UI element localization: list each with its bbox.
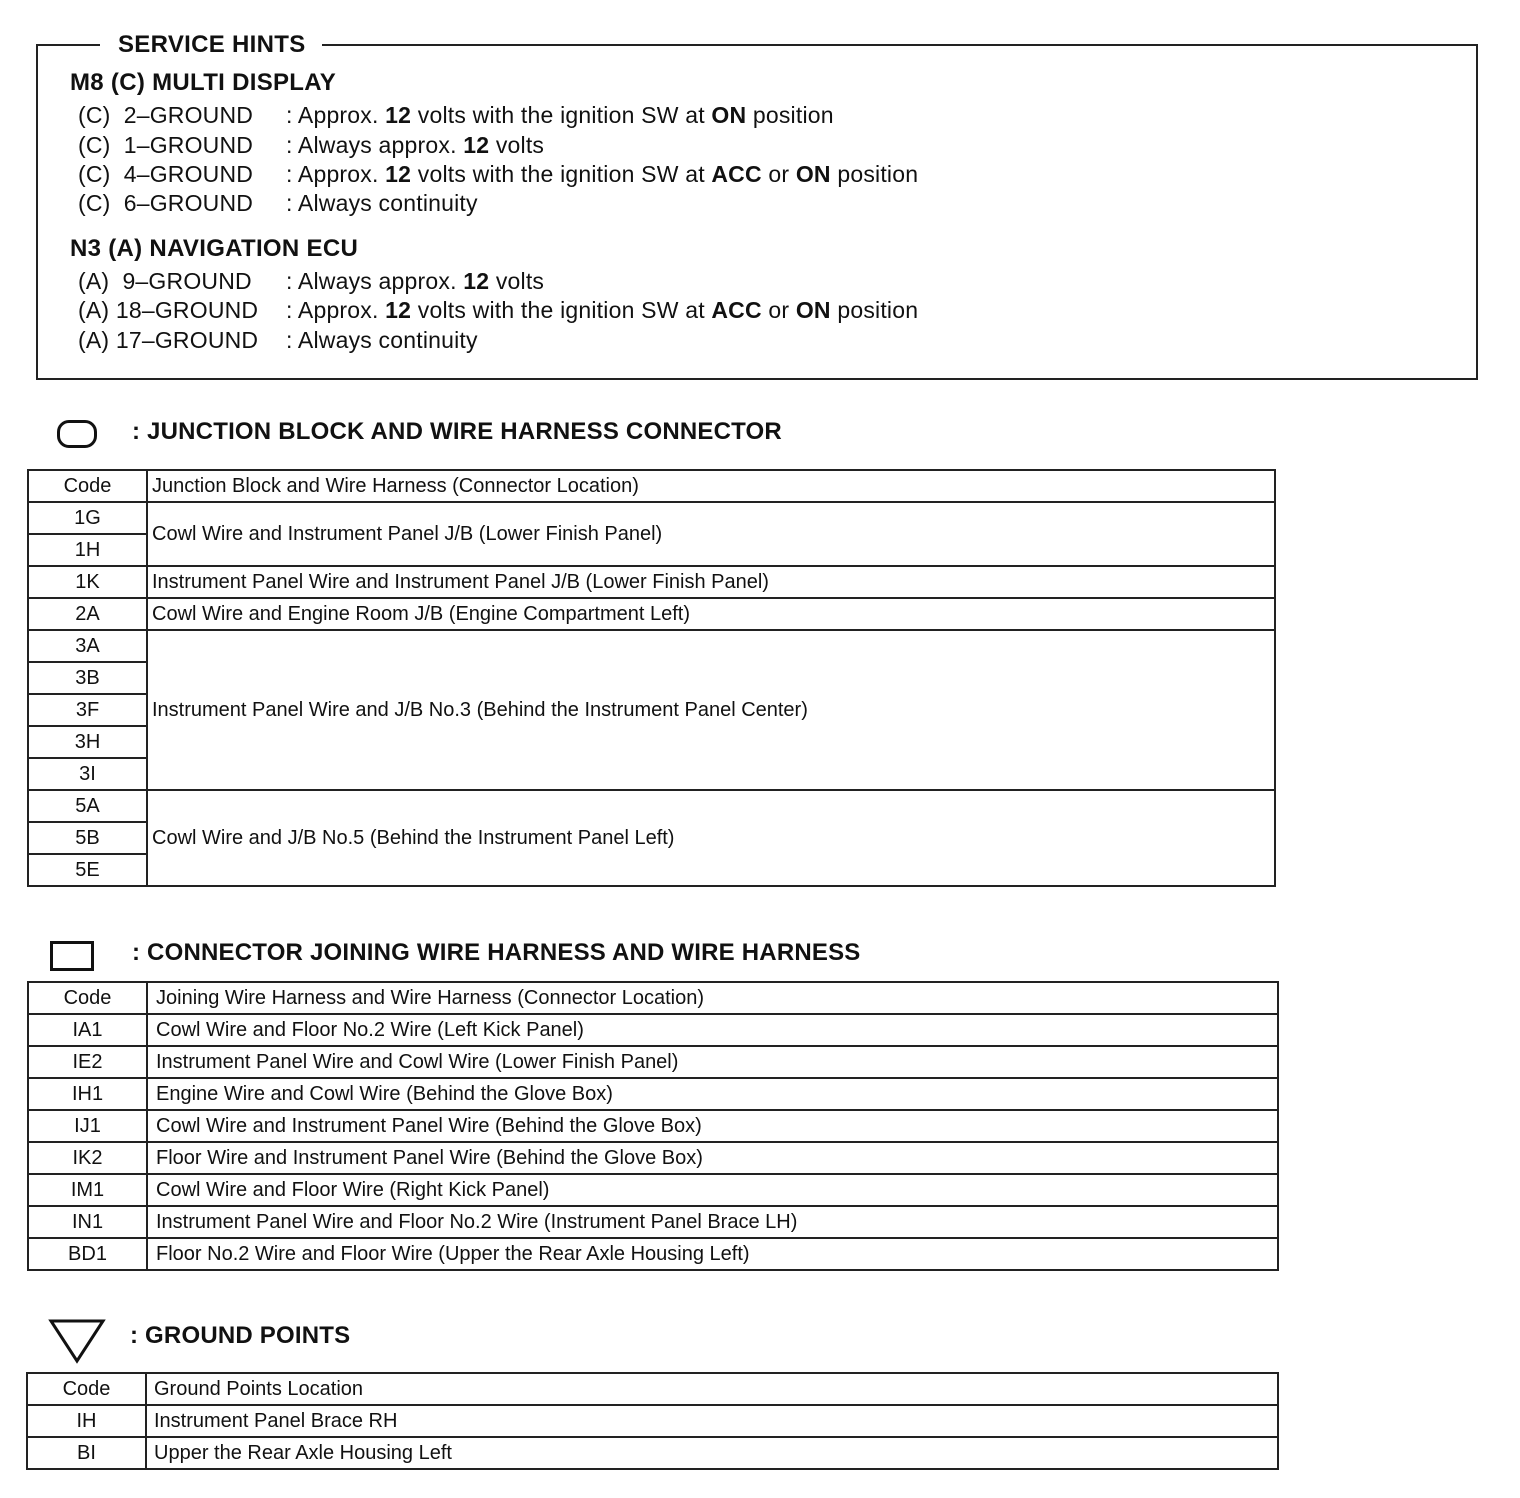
- hint-line: (C) 2–GROUND : Approx. 12 volts with the ignition SW at ON position: [78, 102, 834, 128]
- location-cell: Floor Wire and Instrument Panel Wire (Behind the Glove Box): [147, 1142, 1278, 1174]
- table-row: [28, 1174, 1278, 1206]
- table-row: [28, 566, 1275, 598]
- hint-pin: (A) 9–GROUND: [78, 268, 252, 294]
- table-row: [27, 1405, 1278, 1437]
- code-cell: 3B: [28, 662, 147, 694]
- table-row: [28, 598, 1275, 630]
- code-cell: 3H: [28, 726, 147, 758]
- hint-pin: (C) 2–GROUND: [78, 102, 254, 128]
- table-header-row: [27, 1373, 1278, 1405]
- code-cell: IN1: [28, 1206, 147, 1238]
- code-cell: IH: [27, 1405, 146, 1437]
- location-cell: Instrument Panel Wire and Cowl Wire (Lower Finish Panel): [147, 1046, 1278, 1078]
- table-row: [28, 1238, 1278, 1270]
- hint-line: (A) 17–GROUND : Always continuity: [78, 327, 478, 353]
- service-hints-title: SERVICE HINTS: [100, 31, 322, 59]
- code-header: Code: [28, 982, 147, 1014]
- hint-line: (C) 6–GROUND : Always continuity: [78, 190, 478, 216]
- code-cell: IA1: [28, 1014, 147, 1046]
- location-cell: Instrument Panel Brace RH: [146, 1405, 1278, 1437]
- rounded-rectangle-icon: [57, 420, 97, 448]
- code-cell: 1G: [28, 502, 147, 534]
- code-header: Code: [28, 470, 147, 502]
- location-cell: Engine Wire and Cowl Wire (Behind the Glove Box): [147, 1078, 1278, 1110]
- location-cell: Instrument Panel Wire and Instrument Panel J/B (Lower Finish Panel): [147, 566, 1275, 598]
- code-cell: 3I: [28, 758, 147, 790]
- code-cell: 5B: [28, 822, 147, 854]
- hint-pin: (C) 4–GROUND: [78, 161, 254, 187]
- code-cell: IE2: [28, 1046, 147, 1078]
- hint-line: (C) 4–GROUND : Approx. 12 volts with the ignition SW at ACC or ON position: [78, 161, 919, 187]
- table-row: [28, 790, 1275, 822]
- code-cell: 3F: [28, 694, 147, 726]
- location-cell: Upper the Rear Axle Housing Left: [146, 1437, 1278, 1469]
- ground-points-table: [26, 1372, 1279, 1470]
- code-cell: 5A: [28, 790, 147, 822]
- location-cell: Floor No.2 Wire and Floor Wire (Upper the Rear Axle Housing Left): [147, 1238, 1278, 1270]
- hint-pin: (C) 1–GROUND: [78, 132, 254, 158]
- hint-line: (A) 18–GROUND : Approx. 12 volts with the ignition SW at ACC or ON position: [78, 297, 919, 323]
- hint-pin: (A) 17–GROUND: [78, 327, 259, 353]
- location-cell: Cowl Wire and Floor No.2 Wire (Left Kick Panel): [147, 1014, 1278, 1046]
- table-row: [28, 1046, 1278, 1078]
- connector-joining-table: [27, 981, 1279, 1271]
- triangle-down-icon: [48, 1318, 106, 1364]
- location-cell: Cowl Wire and J/B No.5 (Behind the Instrument Panel Left): [147, 790, 1275, 886]
- code-cell: 1H: [28, 534, 147, 566]
- code-cell: BD1: [28, 1238, 147, 1270]
- connector-joining-heading: : CONNECTOR JOINING WIRE HARNESS AND WIRE HARNESS: [132, 939, 861, 966]
- code-cell: 2A: [28, 598, 147, 630]
- code-cell: IJ1: [28, 1110, 147, 1142]
- table-row: [28, 630, 1275, 662]
- code-cell: BI: [27, 1437, 146, 1469]
- hint-line: (C) 1–GROUND : Always approx. 12 volts: [78, 132, 545, 158]
- code-header: Code: [27, 1373, 146, 1405]
- table-row: [28, 1206, 1278, 1238]
- location-cell: Cowl Wire and Floor Wire (Right Kick Panel): [147, 1174, 1278, 1206]
- code-cell: IM1: [28, 1174, 147, 1206]
- table-row: [27, 1437, 1278, 1469]
- hint-group-title-multi-display: M8 (C) MULTI DISPLAY: [70, 69, 337, 96]
- ground-points-heading: : GROUND POINTS: [130, 1322, 351, 1349]
- junction-block-heading: : JUNCTION BLOCK AND WIRE HARNESS CONNECTOR: [132, 418, 782, 445]
- location-header: Ground Points Location: [146, 1373, 1278, 1405]
- code-cell: 3A: [28, 630, 147, 662]
- table-row: [28, 1110, 1278, 1142]
- hint-line: (A) 9–GROUND : Always approx. 12 volts: [78, 268, 545, 294]
- code-cell: 5E: [28, 854, 147, 886]
- code-cell: 1K: [28, 566, 147, 598]
- hint-group-title-navigation-ecu: N3 (A) NAVIGATION ECU: [70, 235, 359, 262]
- table-row: [28, 1014, 1278, 1046]
- location-header: Joining Wire Harness and Wire Harness (Connector Location): [147, 982, 1278, 1014]
- table-header-row: [28, 982, 1278, 1014]
- hint-pin: (C) 6–GROUND: [78, 190, 254, 216]
- table-header-row: [28, 470, 1275, 502]
- table-row: [28, 1142, 1278, 1174]
- code-cell: IH1: [28, 1078, 147, 1110]
- junction-block-table: [27, 469, 1276, 887]
- table-row: [28, 502, 1275, 534]
- code-cell: IK2: [28, 1142, 147, 1174]
- rectangle-icon: [50, 941, 94, 971]
- location-cell: Cowl Wire and Engine Room J/B (Engine Compartment Left): [147, 598, 1275, 630]
- location-cell: Cowl Wire and Instrument Panel Wire (Behind the Glove Box): [147, 1110, 1278, 1142]
- location-header: Junction Block and Wire Harness (Connector Location): [147, 470, 1275, 502]
- location-cell: Instrument Panel Wire and Floor No.2 Wire (Instrument Panel Brace LH): [147, 1206, 1278, 1238]
- location-cell: Cowl Wire and Instrument Panel J/B (Lower Finish Panel): [147, 502, 1275, 566]
- hint-pin: (A) 18–GROUND: [78, 297, 259, 323]
- table-row: [28, 1078, 1278, 1110]
- location-cell: Instrument Panel Wire and J/B No.3 (Behind the Instrument Panel Center): [147, 630, 1275, 790]
